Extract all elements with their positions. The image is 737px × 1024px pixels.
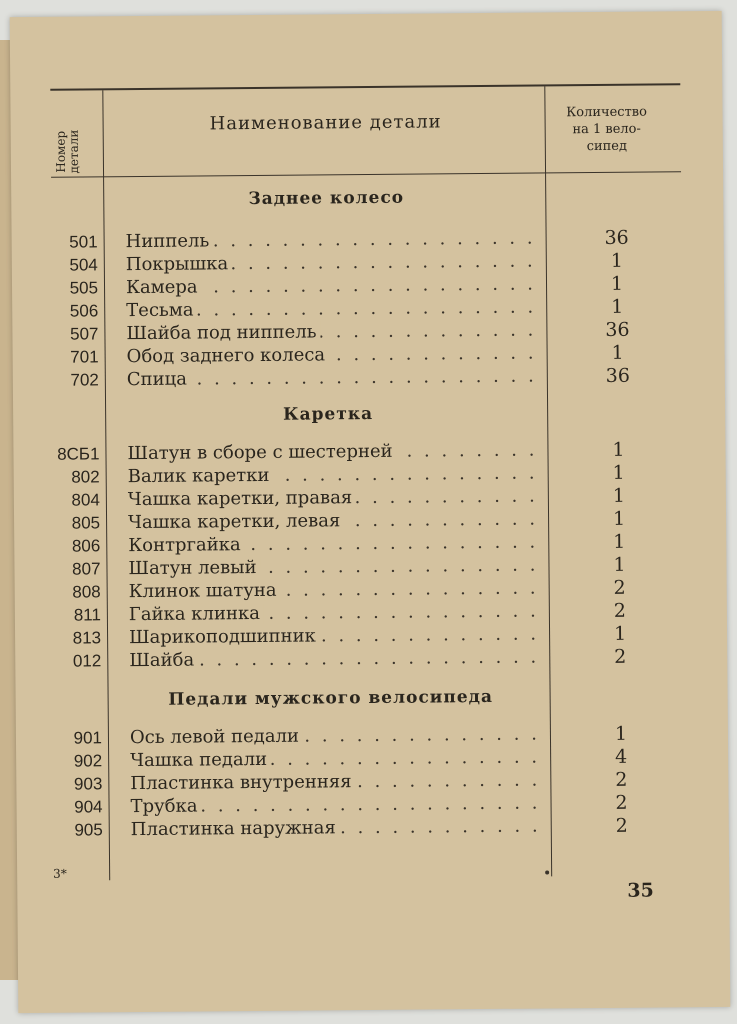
part-name: Гайка клинка . . . bbox=[129, 600, 539, 628]
part-quantity: 1 bbox=[613, 622, 627, 645]
part-name: Тесьма . . . bbox=[126, 296, 536, 324]
part-number: 8СБ1 bbox=[57, 444, 100, 464]
part-name: Ниппель . . . bbox=[126, 227, 536, 255]
part-name: Пластинка внутренняя . . . bbox=[130, 769, 540, 797]
part-number: 802 bbox=[71, 467, 100, 487]
part-number: 901 bbox=[73, 728, 103, 748]
part-number: 501 bbox=[69, 232, 98, 252]
header-quantity-line3: сипед bbox=[586, 138, 628, 155]
part-name: Чашка каретки, левая . . . bbox=[128, 508, 538, 536]
part-name: Чашка каретки, правая . . . bbox=[128, 485, 538, 513]
part-name: Обод заднего колеса . . . bbox=[127, 342, 537, 370]
part-number: 811 bbox=[73, 605, 101, 625]
part-quantity: 2 bbox=[615, 768, 628, 791]
part-quantity: 1 bbox=[611, 341, 624, 364]
part-quantity: 2 bbox=[615, 791, 628, 814]
part-quantity: 1 bbox=[613, 553, 626, 576]
part-name: Покрышка . . . bbox=[126, 250, 536, 278]
part-name: Чашка педали . . . bbox=[130, 746, 540, 774]
part-quantity: 36 bbox=[605, 318, 630, 341]
part-name: Шатун левый . . . bbox=[128, 554, 538, 582]
header-quantity-line2: на 1 вело- bbox=[572, 121, 641, 138]
part-quantity: 1 bbox=[612, 438, 625, 461]
part-quantity: 2 bbox=[613, 576, 626, 599]
part-number: 012 bbox=[72, 651, 102, 671]
part-name: Трубка . . . bbox=[130, 792, 540, 820]
part-quantity: 36 bbox=[604, 226, 629, 249]
part-number: 806 bbox=[71, 536, 101, 556]
part-name: Шатун в сборе с шестерней . . . bbox=[127, 439, 537, 467]
part-name: Пластинка наружная . . . bbox=[131, 815, 541, 843]
part-name: Спица . . . bbox=[127, 365, 537, 393]
part-quantity: 2 bbox=[613, 599, 627, 622]
part-quantity: 36 bbox=[605, 364, 631, 387]
end-dot bbox=[545, 870, 549, 874]
part-quantity: 4 bbox=[615, 745, 628, 768]
part-number: 506 bbox=[69, 301, 99, 321]
part-number: 504 bbox=[69, 255, 98, 275]
part-number: 702 bbox=[70, 370, 99, 390]
header-part-name: Наименование детали bbox=[209, 111, 442, 135]
part-quantity: 2 bbox=[614, 645, 627, 668]
part-name: Валик каретки . . . bbox=[128, 462, 538, 490]
part-name: Контргайка . . . bbox=[128, 531, 538, 559]
table-row bbox=[13, 363, 725, 393]
part-number: 903 bbox=[73, 774, 103, 794]
signature-mark: 3* bbox=[53, 866, 67, 881]
header-quantity bbox=[546, 103, 666, 155]
part-name: Шайба . . . bbox=[129, 646, 539, 674]
part-number: 507 bbox=[69, 324, 99, 344]
part-number: 808 bbox=[72, 582, 101, 602]
part-number: 805 bbox=[71, 513, 101, 533]
top-rule bbox=[50, 83, 680, 90]
part-number: 807 bbox=[72, 559, 101, 579]
part-name: Ось левой педали . . . bbox=[130, 723, 540, 751]
section-title-bottom-bracket: Каретка bbox=[283, 403, 374, 425]
part-number: 904 bbox=[74, 797, 103, 817]
part-quantity: 1 bbox=[612, 484, 626, 507]
part-quantity: 1 bbox=[610, 249, 623, 272]
page-number: 35 bbox=[627, 879, 654, 902]
part-quantity: 1 bbox=[612, 507, 626, 530]
part-number: 905 bbox=[74, 820, 103, 840]
part-quantity: 1 bbox=[610, 272, 624, 295]
part-quantity: 1 bbox=[612, 461, 625, 484]
part-name: Клинок шатуна . . . bbox=[129, 577, 539, 605]
part-number: 505 bbox=[69, 278, 99, 298]
section-title-mens-pedals: Педали мужского велосипеда bbox=[168, 686, 494, 710]
part-name: Шарикоподшипник . . . bbox=[129, 623, 539, 651]
header-bottom-rule bbox=[51, 171, 681, 177]
part-number: 804 bbox=[71, 490, 100, 510]
part-quantity: 1 bbox=[613, 530, 626, 553]
part-name: Шайба под ниппель . . . bbox=[126, 319, 536, 347]
part-quantity: 1 bbox=[611, 295, 624, 318]
table-row bbox=[15, 644, 727, 674]
header-quantity-line1: Количество bbox=[566, 104, 647, 121]
part-number: 902 bbox=[73, 751, 103, 771]
section-title-rear-wheel: Заднее колесо bbox=[248, 187, 405, 210]
part-quantity: 1 bbox=[614, 722, 628, 745]
book-page bbox=[10, 11, 731, 1013]
header-part-number: Номер детали bbox=[53, 129, 82, 174]
part-number: 701 bbox=[70, 347, 99, 367]
part-quantity: 2 bbox=[615, 814, 628, 837]
table-row bbox=[17, 813, 729, 843]
part-name: Камера . . . bbox=[126, 273, 536, 301]
part-number: 813 bbox=[72, 628, 102, 648]
